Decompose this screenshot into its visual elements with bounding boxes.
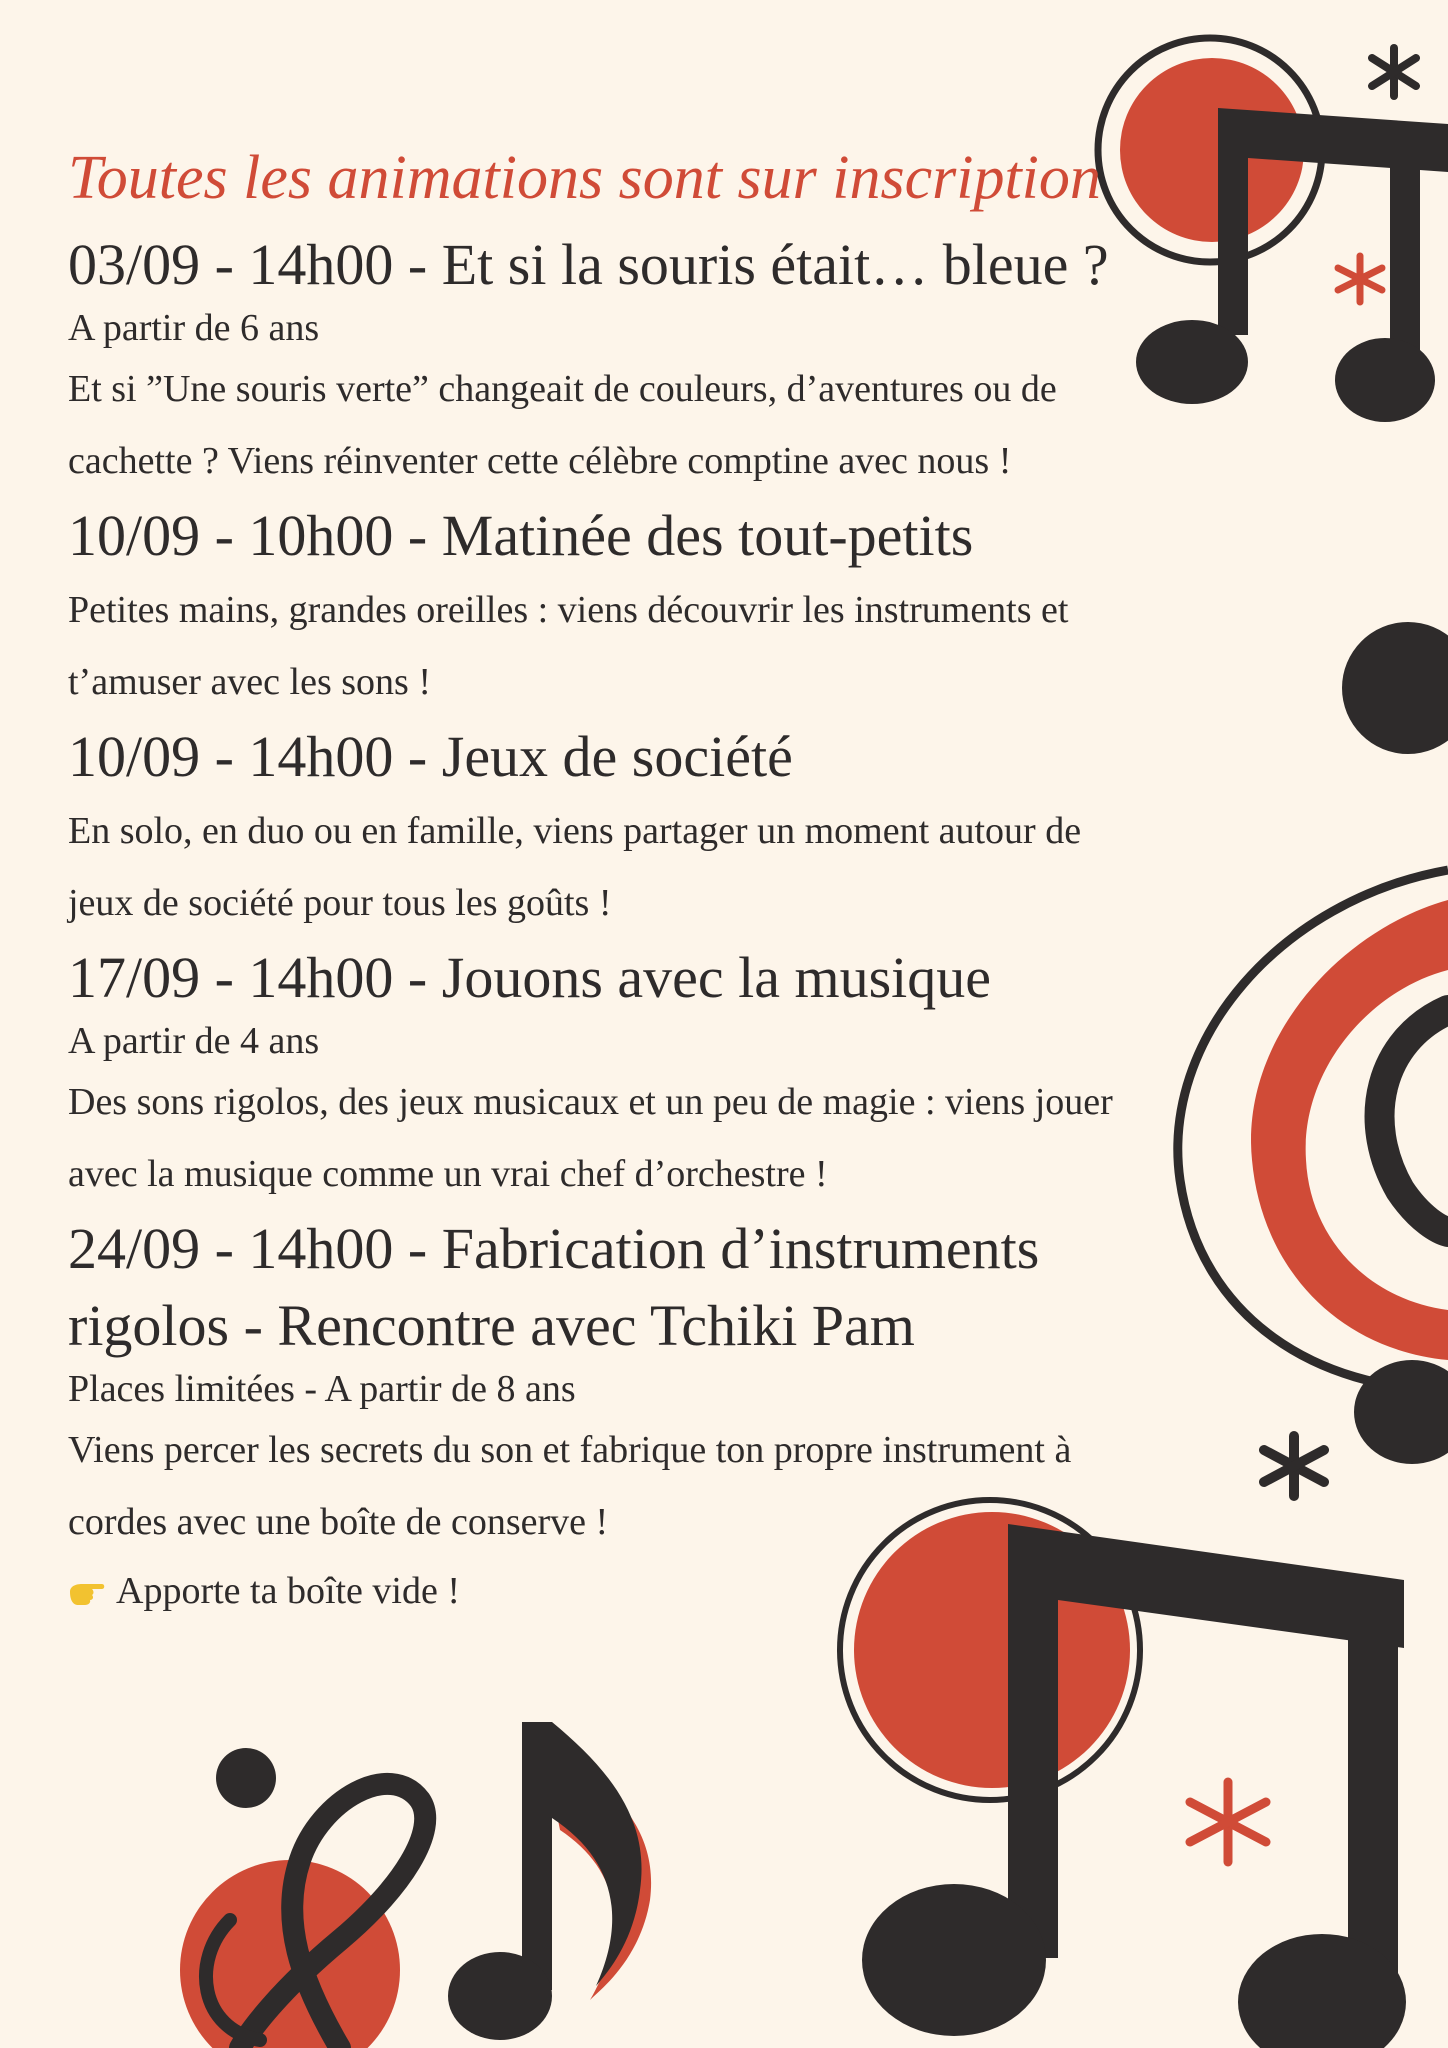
bring-box-note: [68, 1566, 1183, 1616]
asterisk-icon: [1338, 256, 1382, 302]
treble-clef-icon: [1178, 870, 1448, 1464]
event-age: A partir de 6 ans: [68, 306, 320, 349]
event-age: A partir de 4 ans: [68, 1019, 320, 1062]
asterisk-icon: [1190, 1782, 1266, 1862]
event-title: 17/09 - 14h00 - Jouons avec la musique: [68, 944, 992, 1010]
asterisk-icon: [1372, 48, 1416, 96]
event-description: Petites mains, grandes oreilles : viens découvrir les instruments et t’amuser avec les sons !: [68, 588, 1069, 703]
event-title: 24/09 - 14h00 - Fabrication d’instruments rigolos - Rencontre avec Tchiki Pam: [68, 1215, 1054, 1358]
pointing-hand-icon: [68, 1574, 106, 1608]
event-item: [68, 497, 1183, 718]
event-title: 10/09 - 14h00 - Jeux de société: [68, 723, 793, 789]
event-description: En solo, en duo ou en famille, viens partager un moment autour de jeux de société pour tous les goûts !: [68, 809, 1082, 924]
event-item: [68, 718, 1183, 939]
event-title: 03/09 - 14h00 - Et si la souris était… bleue ?: [68, 231, 1109, 297]
event-item: [68, 939, 1183, 1210]
event-item: [68, 226, 1183, 497]
bring-box-text: Apporte ta boîte vide !: [116, 1569, 461, 1612]
treble-clef-icon: [180, 1784, 425, 2048]
registration-notice: Toutes les animations sont sur inscription: [68, 144, 1101, 212]
event-places: Places limitées - A partir de 8 ans: [68, 1367, 576, 1410]
event-description: Viens percer les secrets du son et fabrique ton propre instrument à cordes avec une boîte de conserve !: [68, 1428, 1072, 1543]
event-description: Et si ”Une souris verte” changeait de couleurs, d’aventures ou de cachette ? Viens réinventer cette célèbre comptine avec nous !: [68, 367, 1057, 482]
event-description: Des sons rigolos, des jeux musicaux et un peu de magie : viens jouer avec la musique comme un vrai chef d’orchestre !: [68, 1080, 1113, 1195]
asterisk-icon: [1264, 1436, 1324, 1496]
music-note-icon: [448, 1722, 651, 2040]
event-title: 10/09 - 10h00 - Matinée des tout-petits: [68, 502, 974, 568]
event-list: [68, 140, 1183, 1616]
event-item: [68, 1210, 1183, 1558]
decorative-dot: [216, 1748, 276, 1808]
decorative-dot: [1342, 622, 1448, 754]
